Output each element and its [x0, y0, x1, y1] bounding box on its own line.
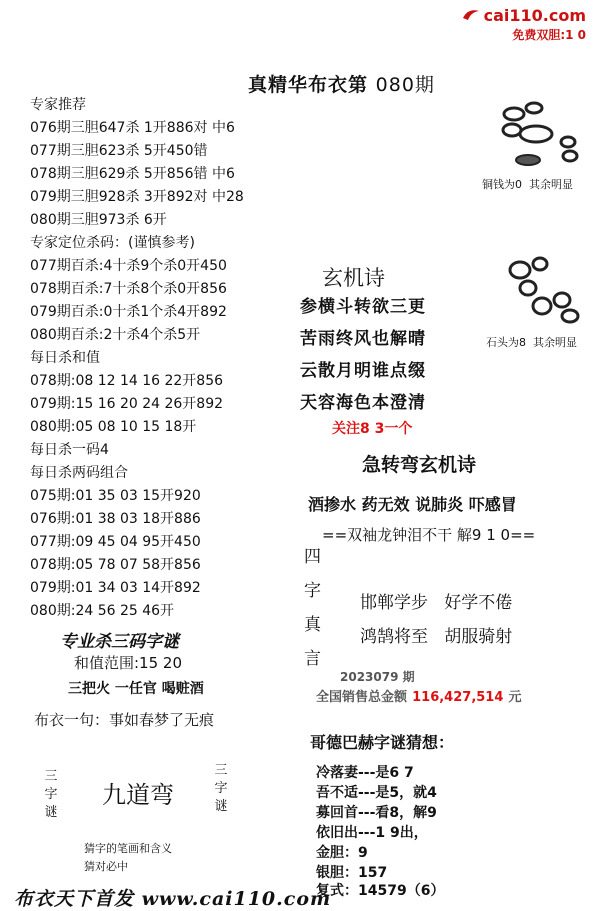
idiom-row: 邯郸学步 好学不倦 [360, 593, 513, 613]
sums-line: 078期:08 12 14 16 22开856 [30, 373, 224, 389]
riddle-range: 和值范围:15 20 [74, 654, 182, 672]
poem-focus: 关注8 3一个 [332, 421, 413, 437]
site-logo [462, 6, 586, 25]
expert-line: 078期三胆629杀 5开856错 中6 [30, 166, 235, 182]
two-code-line: 075期:01 35 03 15开920 [30, 488, 201, 504]
goethe-line: 吾不适---是5，就4 [316, 785, 437, 801]
footer-link[interactable]: 布衣天下首发 www.cai110.com [14, 888, 332, 910]
expert-line: 076期三胆647杀 1开886对 中6 [30, 120, 235, 136]
position-heading: 专家定位杀码：(谨慎参考) [30, 235, 195, 251]
position-line: 077期百杀:4十杀9个杀0开450 [30, 258, 227, 274]
goethe-line: 复式：14579（6） [316, 883, 445, 899]
coins-caption: 铜钱为0 其余明显 [482, 178, 573, 191]
expert-line: 080期三胆973杀 6开 [30, 212, 167, 228]
idioms-vertical-label: 四 字 真 言 [304, 547, 321, 669]
position-line: 078期百杀:7十杀8个杀0开856 [30, 281, 227, 297]
poem-title: 玄机诗 [322, 266, 385, 290]
coins-picture [500, 100, 586, 168]
two-code-line: 080期:24 56 25 46开 [30, 603, 175, 619]
goethe-line: 冷落妻---是6 7 [316, 765, 414, 781]
sums-heading: 每日杀和值 [30, 350, 100, 366]
expert-line: 077期三胆623杀 5开450错 [30, 143, 208, 159]
three-riddle-note: 猜对必中 [84, 860, 128, 873]
sales-issue: 2023079 期 [340, 670, 415, 684]
three-riddle-note: 猜字的笔画和含义 [84, 842, 172, 855]
riddle-phrase: 三把火 一任官 喝赃酒 [68, 681, 204, 697]
three-riddle-right: 三字谜 [214, 763, 228, 814]
idiom-row: 鸿鹄将至 胡服骑射 [360, 627, 513, 647]
three-riddle-center: 九道弯 [102, 781, 174, 809]
expert-line: 079期三胆928杀 3开892对 中28 [30, 189, 244, 205]
sales-total: 全国销售总金额 116,427,514 元 [316, 690, 522, 705]
stones-caption: 石头为8 其余明显 [486, 336, 577, 349]
two-code-line: 076期:01 38 03 18开886 [30, 511, 201, 527]
position-line: 080期百杀:2十杀4个杀5开 [30, 327, 201, 343]
sharp-line: 酒掺水 药无效 说肺炎 吓感冒 [308, 495, 517, 514]
poem-line: 云散月明谁点缀 [300, 361, 426, 381]
poem-line: 天容海色本澄清 [300, 393, 426, 413]
sharp-title: 急转弯玄机诗 [362, 454, 477, 476]
sharp-hint: ==双袖龙钟泪不干 解9 1 0== [322, 526, 536, 544]
poem-line: 参横斗转欲三更 [300, 297, 426, 317]
poem-line: 苦雨终风也解晴 [300, 329, 426, 349]
two-code-line: 078期:05 78 07 58开856 [30, 557, 201, 573]
buyi-line: 布衣一句：事如春梦了无痕 [34, 711, 215, 729]
logo-icon [462, 8, 480, 22]
page-title: 真精华布衣第 080期 [248, 74, 435, 96]
riddle-heading: 专业杀三码字谜 [60, 632, 179, 652]
three-riddle-left: 三字谜 [44, 769, 58, 820]
goethe-line: 金胆：9 [316, 845, 368, 861]
goethe-line: 募回首---看8，解9 [316, 805, 437, 821]
free-pick: 免费双胆:1 0 [512, 28, 586, 42]
position-line: 079期百杀:0十杀1个杀4开892 [30, 304, 227, 320]
site-domain: cai110.com [483, 6, 586, 25]
two-code-line: 079期:01 34 03 14开892 [30, 580, 201, 596]
sums-line: 079期:15 16 20 24 26开892 [30, 396, 224, 412]
two-code-heading: 每日杀两码组合 [30, 465, 128, 481]
two-code-line: 077期:09 45 04 95开450 [30, 534, 201, 550]
goethe-title: 哥德巴赫字谜猜想： [310, 733, 455, 752]
expert-heading: 专家推荐 [30, 97, 86, 113]
one-code: 每日杀一码4 [30, 442, 109, 458]
stones-picture [506, 254, 586, 330]
goethe-line: 银胆：157 [316, 865, 388, 881]
sums-line: 080期:05 08 10 15 18开 [30, 419, 197, 435]
goethe-line: 依旧出---1 9出， [316, 825, 428, 841]
